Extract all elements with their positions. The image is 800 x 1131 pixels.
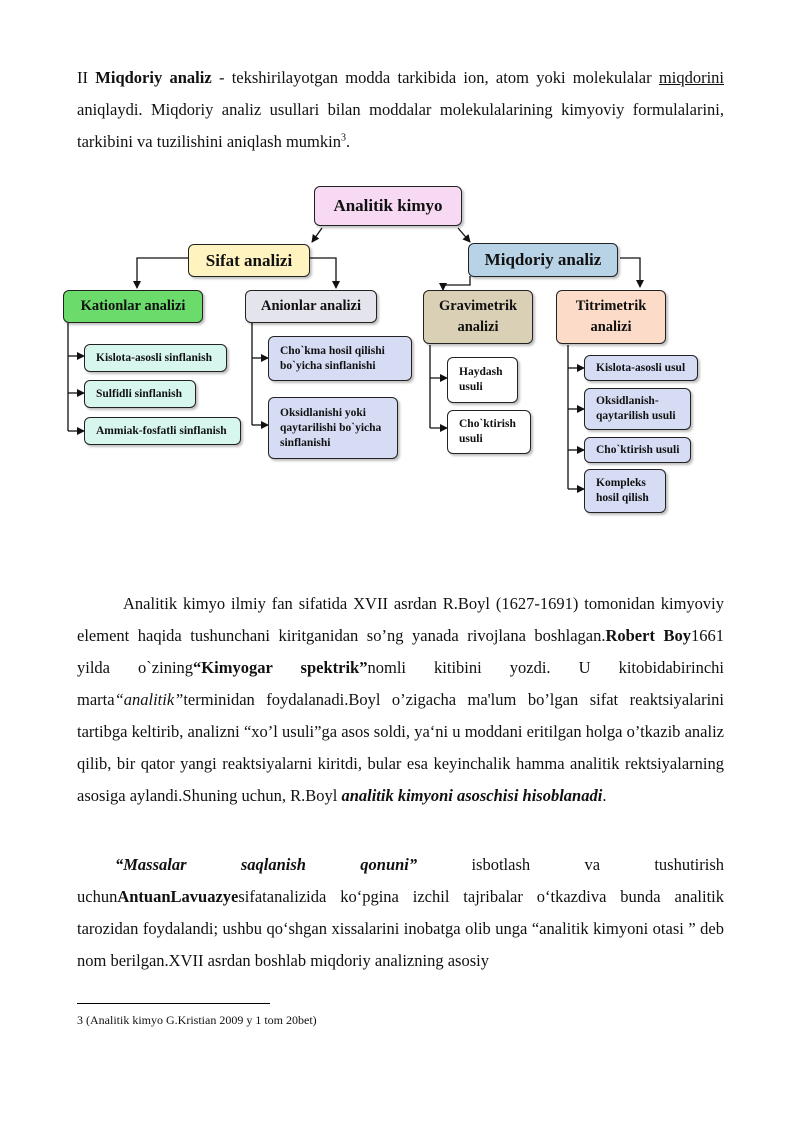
emphasis-massalar: “Massalar saqlanish qonuni” — [115, 855, 418, 874]
history-paragraph-lavuazye — [77, 849, 724, 977]
name-robert-boyl: Robert Boy — [605, 626, 691, 645]
anion-item-1: Cho`kma hosil qilishi bo`yicha sinflanishi — [268, 336, 412, 381]
emphasis-asoschisi: analitik kimyoni asoschisi hisoblanadi — [341, 786, 603, 805]
text-span: 1661 yilda o`zining — [77, 626, 724, 677]
node-gravimetrik-analizi: Gravimetrik analizi — [423, 290, 533, 344]
titr-item-2: Oksidlanish-qaytarilish usuli — [584, 388, 691, 430]
titr-item-4: Kompleks hosil qilish — [584, 469, 666, 513]
text-span: Analitik kimyo ilmiy fan sifatida XVII asrdan R.Boyl (1627-1691) tomonidan kimyoviy element haqida tushunchani kiritganidan so’ng yanada rivojlana boshlagan. — [77, 594, 724, 645]
titr-item-3: Cho`ktirish usuli — [584, 437, 691, 463]
kation-item-1: Kislota-asosli sinflanish — [84, 344, 227, 372]
node-kationlar-analizi: Kationlar analizi — [63, 290, 203, 323]
grav-item-1: Haydash usuli — [447, 357, 518, 403]
classification-diagram — [0, 0, 800, 560]
node-anionlar-analizi: Anionlar analizi — [245, 290, 377, 323]
text-span: terminidan foydalanadi.Boyl o’zigacha ma'lum bo’lgan sifat reaktsiyalarini tartibga keltirib, analizni “xo’l usuli”ga asos soldi, ya‘ni u moddani eritilgan holga o’tkazib analiz qilib, bir qator yangi reaktsiyalarni kiritdi, bular esa keyinchalik hamma analitik rektsiyalarning asosiga aylandi.Shuning uchun, R.Boyl — [77, 690, 724, 805]
footnote-ref[interactable]: 3 — [340, 132, 346, 144]
text-span: nomli kitibini yozdi. U kitobidabirinchi marta — [77, 658, 724, 709]
titr-item-1: Kislota-asosli usul — [584, 355, 698, 381]
node-sifat-analizi: Sifat analizi — [188, 244, 310, 277]
kation-item-2: Sulfidli sinflanish — [84, 380, 196, 408]
text-span: isbotlash va tushutirish uchun — [77, 855, 725, 906]
section-number: II — [77, 68, 96, 87]
node-miqdoriy-analiz: Miqdoriy analiz — [468, 243, 618, 277]
underlined-word: miqdorini — [658, 68, 724, 87]
diagram-connectors — [0, 0, 800, 560]
term-miqdoriy-analiz: Miqdoriy analiz — [95, 68, 212, 87]
footnote: 3 (Analitik kimyo G.Kristian 2009 y 1 tom 20bet) — [77, 1013, 317, 1027]
text-span: . — [602, 786, 607, 805]
kation-item-3: Ammiak-fosfatli sinflanish — [84, 417, 241, 445]
text-span: sifatanalizida ko‘pgina izchil tajribalar o‘tkazdiva bunda analitik tarozidan foydalandi; ushbu qo‘shgan xissalarini inobatga olib unga “analitik kimyoni otasi ” deb nom berilgan.XVII asrdan boshlab miqdoriy analizning asosiy — [77, 887, 724, 970]
node-analitik-kimyo: Analitik kimyo — [314, 186, 462, 226]
history-paragraph-boyl — [77, 588, 724, 812]
name-lavuazye: AntuanLavuazye — [117, 887, 239, 906]
footnote-divider — [77, 1003, 270, 1004]
anion-item-2: Oksidlanishi yoki qaytarilishi bo`yicha sinflanishi — [268, 397, 398, 459]
term-analitik: “analitik” — [114, 690, 184, 709]
text-span: . — [345, 132, 351, 151]
text-span: - tekshirilayotgan modda tarkibida ion, atom yoki molekulalar — [211, 68, 659, 87]
book-title: “Kimyogar spektrik” — [193, 658, 368, 677]
grav-item-2: Cho`ktirish usuli — [447, 410, 531, 454]
text-span: aniqlaydi. Miqdoriy analiz usullari bilan moddalar molekulalarining kimyoviy formulalarini, tarkibini va tuzilishini aniqlash mumkin — [77, 100, 724, 151]
node-titrimetrik-analizi: Titrimetrik analizi — [556, 290, 666, 344]
